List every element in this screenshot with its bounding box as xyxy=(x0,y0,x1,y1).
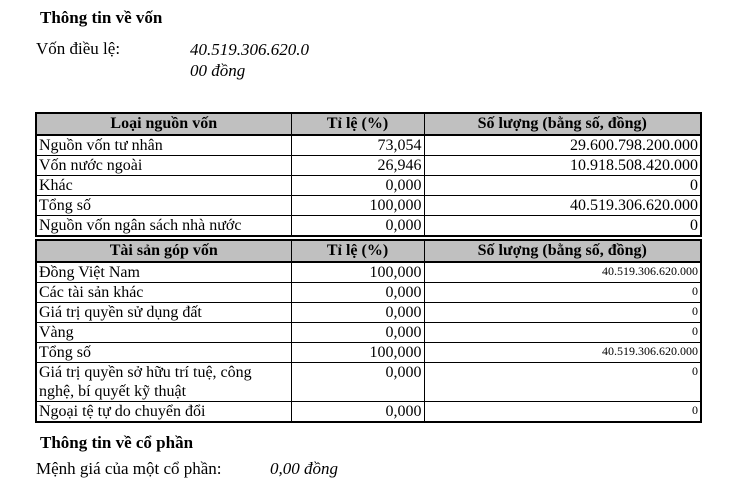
charter-capital-value xyxy=(190,39,309,81)
row-amount: 10.918.508.420.000 xyxy=(424,156,701,176)
row-ratio: 26,946 xyxy=(291,156,424,176)
row-label: Tổng số xyxy=(36,196,291,216)
table-row xyxy=(36,343,701,363)
row-amount: 0 xyxy=(424,402,701,423)
row-label: Khác xyxy=(36,176,291,196)
row-label: Các tài sản khác xyxy=(36,283,291,303)
row-ratio: 0,000 xyxy=(291,283,424,303)
row-label: Ngoại tệ tự do chuyển đổi xyxy=(36,402,291,423)
table-row xyxy=(36,402,701,423)
row-amount: 40.519.306.620.000 xyxy=(424,343,701,363)
row-label: Nguồn vốn ngân sách nhà nước xyxy=(36,216,291,237)
row-amount: 0 xyxy=(424,323,701,343)
shares-section-title: Thông tin về cổ phần xyxy=(40,433,194,452)
table-row xyxy=(36,323,701,343)
row-amount: 29.600.798.200.000 xyxy=(424,135,701,156)
charter-capital-value-line2: 00 đồng xyxy=(190,61,246,80)
table-row xyxy=(36,363,701,402)
row-amount: 40.519.306.620.000 xyxy=(424,262,701,283)
charter-capital-row xyxy=(36,39,741,81)
row-label: Giá trị quyền sử dụng đất xyxy=(36,303,291,323)
row-label: Tổng số xyxy=(36,343,291,363)
row-label: Đồng Việt Nam xyxy=(36,262,291,283)
table-header-row xyxy=(36,240,701,262)
column-header-amount: Số lượng (bằng số, đồng) xyxy=(424,240,701,262)
row-amount: 0 xyxy=(424,176,701,196)
row-amount: 40.519.306.620.000 xyxy=(424,196,701,216)
row-ratio: 100,000 xyxy=(291,343,424,363)
row-ratio: 0,000 xyxy=(291,216,424,237)
row-ratio: 0,000 xyxy=(291,363,424,402)
row-ratio: 0,000 xyxy=(291,323,424,343)
column-header-ratio: Tỉ lệ (%) xyxy=(291,240,424,262)
row-label: Vốn nước ngoài xyxy=(36,156,291,176)
row-amount: 0 xyxy=(424,216,701,237)
row-ratio: 0,000 xyxy=(291,402,424,423)
capital-sources-table xyxy=(35,112,702,237)
row-label: Nguồn vốn tư nhân xyxy=(36,135,291,156)
table-row xyxy=(36,283,701,303)
column-header-amount: Số lượng (bằng số, đồng) xyxy=(424,113,701,135)
table-row xyxy=(36,216,701,237)
par-value-value: 0,00 đồng xyxy=(270,459,338,478)
contributed-assets-table xyxy=(35,239,702,423)
table-row xyxy=(36,176,701,196)
capital-section-title: Thông tin về vốn xyxy=(40,8,163,27)
table-header-row xyxy=(36,113,701,135)
column-header-ratio: Tỉ lệ (%) xyxy=(291,113,424,135)
row-label: Vàng xyxy=(36,323,291,343)
charter-capital-value-line1: 40.519.306.620.0 xyxy=(190,40,309,59)
row-amount: 0 xyxy=(424,363,701,402)
row-ratio: 100,000 xyxy=(291,262,424,283)
row-amount: 0 xyxy=(424,303,701,323)
table-row xyxy=(36,156,701,176)
column-header-asset-type: Tài sản góp vốn xyxy=(36,240,291,262)
table-row xyxy=(36,303,701,323)
par-value-label: Mệnh giá của một cổ phần: xyxy=(36,459,222,478)
table-row xyxy=(36,196,701,216)
row-ratio: 0,000 xyxy=(291,303,424,323)
table-row xyxy=(36,262,701,283)
par-value-row xyxy=(36,459,741,478)
row-ratio: 73,054 xyxy=(291,135,424,156)
row-label: Giá trị quyền sở hữu trí tuệ, công nghệ, bí quyết kỹ thuật xyxy=(36,363,291,402)
table-row xyxy=(36,135,701,156)
row-ratio: 0,000 xyxy=(291,176,424,196)
row-ratio: 100,000 xyxy=(291,196,424,216)
column-header-source-type: Loại nguồn vốn xyxy=(36,113,291,135)
row-amount: 0 xyxy=(424,283,701,303)
charter-capital-label: Vốn điều lệ: xyxy=(36,39,121,58)
